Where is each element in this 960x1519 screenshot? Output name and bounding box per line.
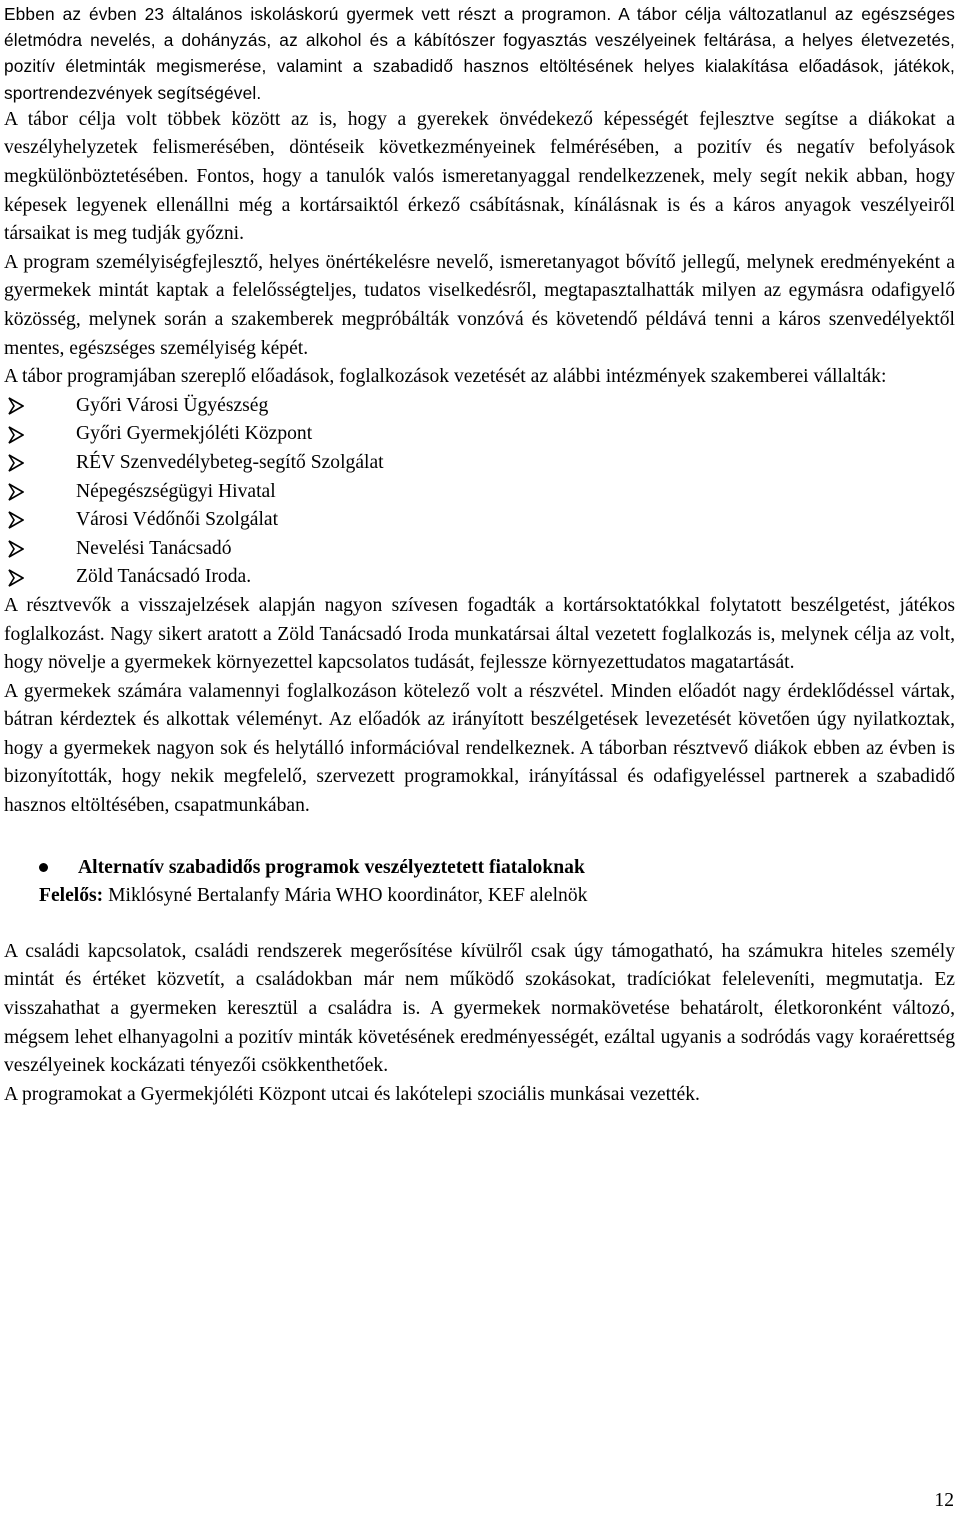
arrow-check-icon [8,426,24,444]
paragraph-social-workers: A programokat a Gyermekjóléti Központ utcai és lakótelepi szociális munkásai vezették. [4,1083,700,1105]
document-page [4,0,955,1109]
paragraph-institutions-intro: A tábor programjában szereplő előadások, foglalkozások vezetését az alábbi intézmények szakemberei vállalták: [4,366,887,388]
responsible-value: Miklósyné Bertalanfy Mária WHO koordinátor, KEF alelnök [103,885,588,907]
list-item-label: Nevelési Tanácsadó [76,537,232,559]
list-item [8,535,955,564]
page-number: 12 [934,1490,954,1511]
arrow-check-icon [8,569,24,587]
responsible-line [39,882,955,911]
paragraph-intro: Ebben az évben 23 általános iskoláskorú gyermek vett részt a programon. A tábor célja változatlanul az egészséges életmódra nevelés, a dohányzás, az alkohol és a kábítószer fogyasztás veszélyeinek feltárása, a helyes életvezetés, pozitív életminták megismerése, valamint a szabadidő hasznos eltöltésének helyes kialakítása előadások, játékok, sportrendezvények segítségével. [4,4,955,103]
list-item [8,563,955,592]
institution-list [4,392,955,592]
list-item [8,449,955,478]
list-item-label: Városi Védőnői Szolgálat [76,509,279,531]
section-heading-block [4,854,955,911]
responsible-label: Felelős: [39,885,104,907]
arrow-check-icon [8,454,24,472]
paragraph-feedback: A résztvevők a visszajelzések alapján nagyon szívesen fogadták a kortársoktatókkal folytatott beszélgetést, játékos foglalkozást. Nagy sikert aratott a Zöld Tanácsadó Iroda munkatársai által vezetett foglalkozás is, melynek célja az volt, hogy növelje a gyermekek környezettel kapcsolatos tudását, fejlessze környezettudatos magatartását. [4,594,955,674]
list-item-label: RÉV Szenvedélybeteg-segítő Szolgálat [76,451,384,473]
section-title: Alternatív szabadidős programok veszélyeztetett fiataloknak [78,856,585,878]
list-item [8,420,955,449]
arrow-check-icon [8,511,24,529]
bullet-icon [39,863,48,872]
list-item-label: Győri Városi Ügyészség [76,394,269,416]
list-item-label: Győri Gyermekjóléti Központ [76,423,313,445]
list-item [8,478,955,507]
arrow-check-icon [8,397,24,415]
section-heading [39,854,955,883]
list-item [8,506,955,535]
paragraph-program: A program személyiségfejlesztő, helyes önértékelésre nevelő, ismeretanyagot bővítő jellegű, melynek eredményeként a gyermekek mintát kaptak a felelősségteljes, tudatos viselkedésről, megtapasztalhatták milyen az egymásra odafigyelő közösség, melynek során a szakemberek megpróbálták vonzóvá és követendő példává tenni a káros szenvedélyektől mentes, egészséges személyiség képét. [4,251,955,359]
arrow-check-icon [8,483,24,501]
paragraph-goals: A tábor célja volt többek között az is, hogy a gyerekek önvédekező képességét fejlesztve segítse a diákokat a veszélyhelyzetek felismerésében, döntéseik következményeinek felmérésében, a pozitív és negatív befolyások megkülönböztetésében. Fontos, hogy a tanulók valós ismeretanyaggal rendelkezzenek, mely segít nekik abban, hogy képesek legyenek ellenállni még a kortársaiktól érkező csábításnak, kínálásnak is és a káros anyagok veszélyeiről társaikat is meg tudják győzni. [4,108,955,245]
paragraph-family: A családi kapcsolatok, családi rendszerek megerősítése kívülről csak úgy támogatható, ha számukra hiteles személy mintát és értéket közvetít, a családokban már nem működő szokásokat, tradíciókat feleleveníti, megmutatja. Ez visszahathat a gyermeken keresztül a családra is. A gyermekek normakövetése behatárolt, életkoronként változó, mégsem lehet elhanyagolni a pozitív minták követésének eredményességét, ezáltal ugyanis a sodródás vagy koraérettség veszélyeinek kockázati tényezői csökkenthetőek. [4,940,955,1077]
list-item-label: Zöld Tanácsadó Iroda. [76,566,252,588]
arrow-check-icon [8,540,24,558]
list-item [8,392,955,421]
paragraph-participation: A gyermekek számára valamennyi foglalkozáson kötelező volt a részvétel. Minden előadót nagy érdeklődéssel vártak, bátran kérdeztek és alkottak véleményt. Az előadók az irányított beszélgetések levezetését követően úgy nyilatkoztak, hogy a gyermekek nagyon sok és helytálló információval rendelkeznek. A táborban résztvevő diákok ebben az évben is bizonyították, hogy nekik megfelelő, szervezett programokkal, irányítással és odafigyeléssel partnerek a szabadidő hasznos eltöltésében, csapatmunkában. [4,680,955,817]
list-item-label: Népegészségügyi Hivatal [76,480,276,502]
